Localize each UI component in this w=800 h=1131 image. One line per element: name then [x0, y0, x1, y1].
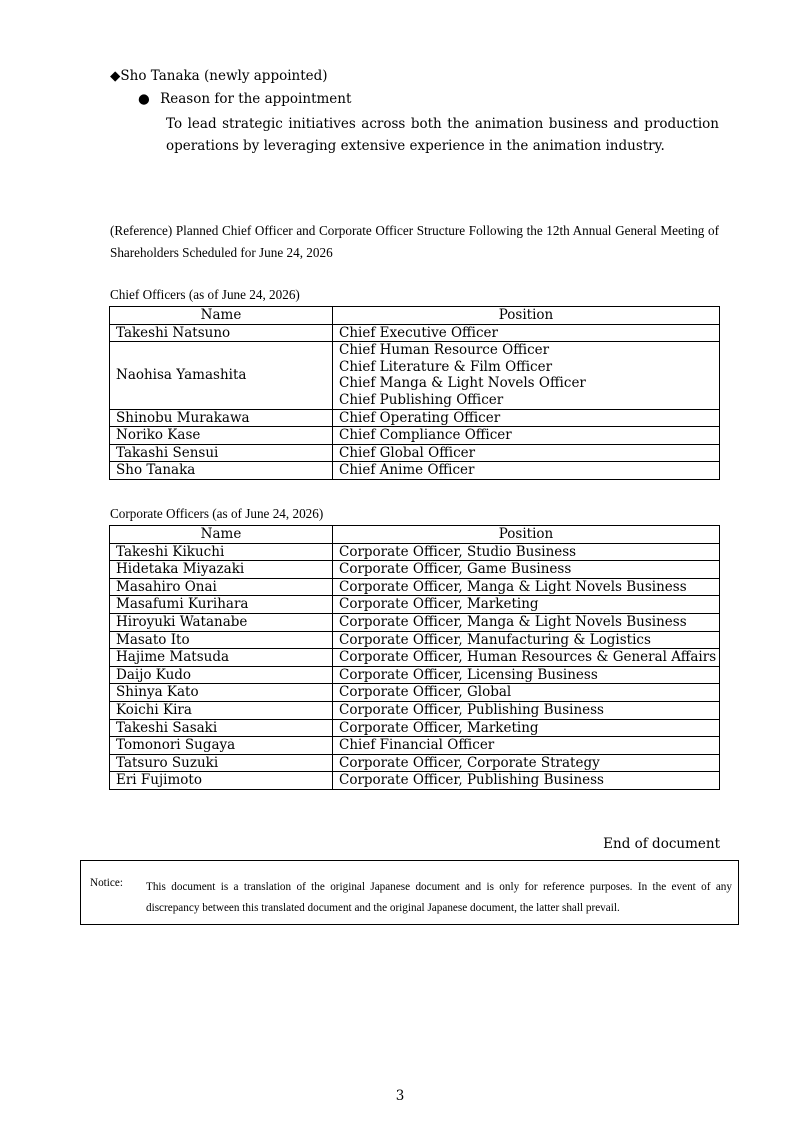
header-position: Position [333, 526, 720, 544]
chief-officers-caption: Chief Officers (as of June 24, 2026) [110, 287, 300, 302]
officer-position: Corporate Officer, Corporate Strategy [333, 754, 720, 772]
page-number: 3 [395, 1088, 405, 1104]
position-line: Chief Manga & Light Novels Officer [339, 375, 586, 392]
officer-name: Tomonori Sugaya [110, 737, 333, 755]
officer-position: Corporate Officer, Marketing [333, 719, 720, 737]
end-of-document: End of document [603, 836, 720, 852]
table-row [110, 684, 720, 702]
table-row [110, 543, 720, 561]
reason-text: To lead strategic initiatives across both the animation business and production operations by leveraging extensive experience in the animation industry. [166, 116, 719, 154]
officer-name: Hajime Matsuda [110, 649, 333, 667]
position-line: Chief Anime Officer [339, 462, 475, 479]
header-name: Name [110, 307, 333, 325]
bullet-icon: ● [138, 91, 150, 107]
officer-position [333, 324, 720, 342]
officer-name: Hiroyuki Watanabe [110, 613, 333, 631]
position-line: Chief Global Officer [339, 444, 476, 461]
position-line: Chief Publishing Officer [339, 391, 504, 408]
table-header-row [110, 307, 720, 325]
officer-name: Takeshi Sasaki [110, 719, 333, 737]
officer-position: Corporate Officer, Manufacturing & Logistics [333, 631, 720, 649]
officer-position: Corporate Officer, Publishing Business [333, 701, 720, 719]
officer-position [333, 444, 720, 462]
officer-position [333, 342, 720, 409]
table-row [110, 666, 720, 684]
corporate-officers-table [109, 525, 720, 790]
table-row [110, 613, 720, 631]
table-row [110, 649, 720, 667]
officer-position [333, 409, 720, 427]
officer-position: Corporate Officer, Manga & Light Novels Business [333, 578, 720, 596]
table-header-row [110, 526, 720, 544]
officer-position: Corporate Officer, Manga & Light Novels Business [333, 613, 720, 631]
table-row [110, 578, 720, 596]
officer-name: Masahiro Onai [110, 578, 333, 596]
officer-position: Chief Financial Officer [333, 737, 720, 755]
officer-name: Sho Tanaka [110, 462, 333, 480]
table-row [110, 561, 720, 579]
notice-label: Notice: [90, 877, 123, 889]
position-line: Chief Human Resource Officer [339, 342, 550, 359]
table-row [110, 737, 720, 755]
table-row [110, 342, 720, 409]
reference-paragraph: (Reference) Planned Chief Officer and Corporate Officer Structure Following the 12th Annual General Meeting of Shareholders Scheduled for June 24, 2026 [110, 223, 719, 260]
corporate-officers-caption: Corporate Officers (as of June 24, 2026) [110, 506, 324, 521]
officer-name: Eri Fujimoto [110, 772, 333, 790]
officer-name: Takeshi Kikuchi [110, 543, 333, 561]
table-row [110, 701, 720, 719]
officer-name: Tatsuro Suzuki [110, 754, 333, 772]
officer-name: Masato Ito [110, 631, 333, 649]
officer-position: Corporate Officer, Human Resources & General Affairs [333, 649, 720, 667]
officer-name: Masafumi Kurihara [110, 596, 333, 614]
table-row [110, 444, 720, 462]
table-row [110, 772, 720, 790]
position-line: Chief Operating Officer [339, 409, 501, 426]
officer-name: Daijo Kudo [110, 666, 333, 684]
position-line: Chief Compliance Officer [339, 427, 512, 444]
table-row [110, 754, 720, 772]
table-row [110, 596, 720, 614]
chief-officers-table [109, 306, 720, 480]
table-row [110, 427, 720, 445]
officer-position: Corporate Officer, Marketing [333, 596, 720, 614]
officer-position: Corporate Officer, Licensing Business [333, 666, 720, 684]
appointee-heading: ◆Sho Tanaka (newly appointed) [110, 68, 328, 84]
officer-position: Corporate Officer, Publishing Business [333, 772, 720, 790]
officer-name: Shinobu Murakawa [110, 409, 333, 427]
header-position: Position [333, 307, 720, 325]
officer-name: Takashi Sensui [110, 444, 333, 462]
officer-position: Corporate Officer, Global [333, 684, 720, 702]
notice-box [80, 860, 739, 925]
officer-name: Naohisa Yamashita [110, 342, 333, 409]
table-row [110, 409, 720, 427]
reason-label-line [138, 91, 351, 107]
officer-name: Koichi Kira [110, 701, 333, 719]
notice-text: This document is a translation of the original Japanese document and is only for reference purposes. In the event of any discrepancy between this translated document and the original Japanese document, the latter shall prevail. [146, 881, 732, 914]
officer-position: Corporate Officer, Game Business [333, 561, 720, 579]
officer-name: Shinya Kato [110, 684, 333, 702]
table-row [110, 719, 720, 737]
officer-name: Hidetaka Miyazaki [110, 561, 333, 579]
position-line: Chief Literature & Film Officer [339, 358, 553, 375]
officer-position [333, 462, 720, 480]
table-row [110, 631, 720, 649]
header-name: Name [110, 526, 333, 544]
officer-position [333, 427, 720, 445]
officer-name: Noriko Kase [110, 427, 333, 445]
table-row [110, 324, 720, 342]
table-row [110, 462, 720, 480]
position-line: Chief Executive Officer [339, 324, 498, 341]
officer-name: Takeshi Natsuno [110, 324, 333, 342]
officer-position: Corporate Officer, Studio Business [333, 543, 720, 561]
reason-label: Reason for the appointment [160, 91, 352, 107]
